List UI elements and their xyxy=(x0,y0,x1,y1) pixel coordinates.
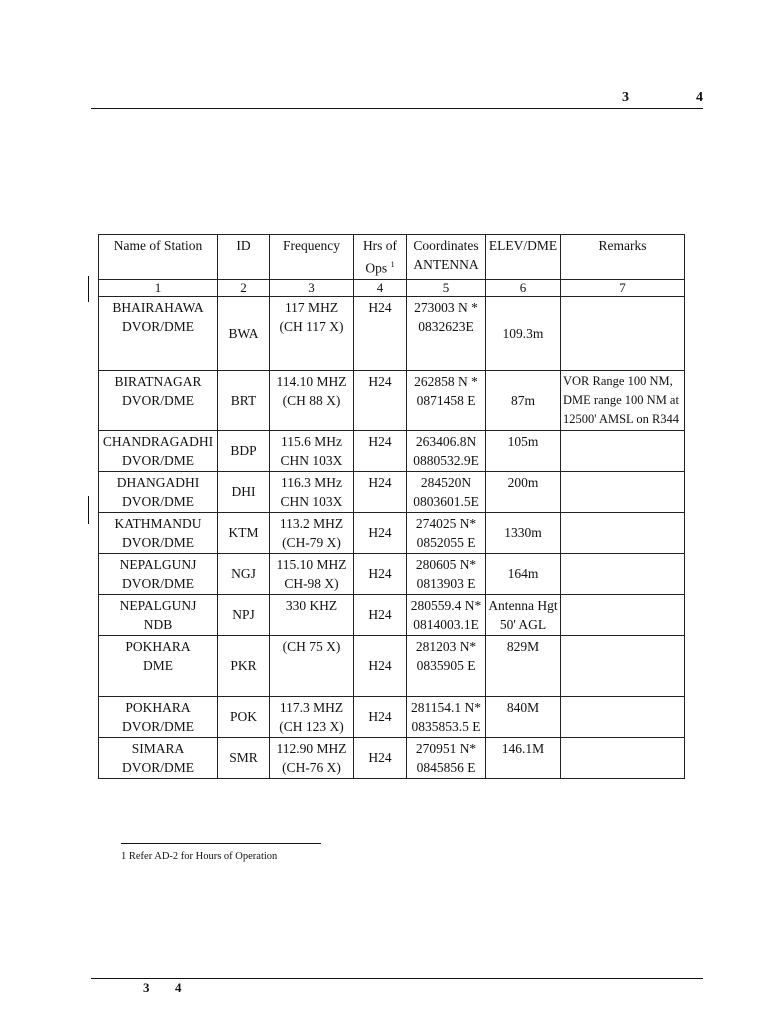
station-name-cell xyxy=(99,594,218,635)
hours-cell-line: H24 xyxy=(368,373,392,389)
table-row xyxy=(99,430,685,471)
station-name-cell-line: DVOR/DME xyxy=(121,318,194,334)
coordinates-cell-line: 262858 N * xyxy=(414,373,478,389)
elevation-cell xyxy=(486,553,561,594)
coordinates-cell xyxy=(407,696,486,737)
footer-page-num-left: 3 xyxy=(143,980,150,995)
frequency-cell xyxy=(270,635,354,696)
coordinates-cell-line: 281203 N* xyxy=(415,638,477,654)
station-id-cell-line: SMR xyxy=(229,750,258,765)
elevation-cell xyxy=(486,696,561,737)
footnote-rule xyxy=(121,843,321,844)
coordinates-cell-line: 0880532.9E xyxy=(413,452,479,468)
coordinates-cell xyxy=(407,594,486,635)
hours-cell-line: H24 xyxy=(368,433,392,449)
hours-cell xyxy=(354,471,407,512)
frequency-cell-line: 115.6 MHz xyxy=(281,433,342,449)
remarks-cell xyxy=(561,553,685,594)
frequency-cell-line: 116.3 MHz xyxy=(281,474,342,490)
elevation-cell-line: 840M xyxy=(506,699,540,715)
coordinates-cell-line: 0813903 E xyxy=(416,575,476,591)
col-number: 3 xyxy=(270,279,354,296)
header-id: ID xyxy=(218,235,270,280)
header-rule xyxy=(91,108,703,109)
station-name-cell-line: NEPALGUNJ xyxy=(119,597,197,613)
frequency-cell-line: CHN 103X xyxy=(280,452,343,468)
footer-rule xyxy=(91,978,703,979)
station-name-cell xyxy=(99,635,218,696)
footnote: 1 Refer AD-2 for Hours of Operation xyxy=(121,851,278,862)
station-id-cell-line: PKR xyxy=(230,658,257,673)
elevation-cell-line: 200m xyxy=(507,474,539,490)
coordinates-cell-line: 0814003.1E xyxy=(413,616,479,632)
station-id-cell xyxy=(218,553,270,594)
elevation-cell xyxy=(486,296,561,370)
table-row xyxy=(99,370,685,430)
navaid-table xyxy=(98,234,685,779)
frequency-cell xyxy=(270,696,354,737)
station-id-cell xyxy=(218,370,270,430)
elevation-cell-line: Antenna Hgt 50' AGL xyxy=(488,597,558,632)
remarks-cell xyxy=(561,430,685,471)
frequency-cell-line: 117 MHZ xyxy=(284,299,339,315)
hours-cell-line: H24 xyxy=(368,709,392,724)
frequency-cell-line: (CH 88 X) xyxy=(282,392,341,408)
hours-cell xyxy=(354,370,407,430)
frequency-cell xyxy=(270,296,354,370)
coordinates-cell xyxy=(407,737,486,778)
change-bar xyxy=(88,496,89,524)
station-name-cell-line: CHANDRAGADHI xyxy=(102,433,214,449)
hours-cell-line: H24 xyxy=(368,607,392,622)
coordinates-cell-line: 273003 N * xyxy=(414,299,478,315)
hours-cell xyxy=(354,296,407,370)
elevation-cell-line: 109.3m xyxy=(502,325,544,341)
station-name-cell-line: DVOR/DME xyxy=(121,534,194,550)
col-number: 1 xyxy=(99,279,218,296)
change-bar xyxy=(88,276,89,302)
station-name-cell-line: BHAIRAHAWA xyxy=(112,299,204,315)
elevation-cell xyxy=(486,737,561,778)
header-row xyxy=(99,235,685,280)
header-hrs-line2: Ops xyxy=(365,260,388,276)
station-id-cell xyxy=(218,696,270,737)
hours-cell xyxy=(354,594,407,635)
frequency-cell-line: CHN 103X xyxy=(280,493,343,509)
coordinates-cell-line: 0832623E xyxy=(418,318,474,334)
coordinates-cell xyxy=(407,296,486,370)
station-name-cell-line: DVOR/DME xyxy=(121,759,194,775)
header-remarks: Remarks xyxy=(561,235,685,280)
frequency-cell xyxy=(270,512,354,553)
hours-cell xyxy=(354,553,407,594)
station-name-cell xyxy=(99,296,218,370)
elevation-cell xyxy=(486,471,561,512)
station-id-cell xyxy=(218,512,270,553)
station-name-cell xyxy=(99,696,218,737)
station-name-cell xyxy=(99,430,218,471)
coordinates-cell-line: 281154.1 N* xyxy=(411,699,481,715)
station-id-cell-line: BRT xyxy=(230,392,257,408)
station-id-cell-line: NGJ xyxy=(231,566,256,581)
station-name-cell xyxy=(99,553,218,594)
frequency-cell-line: 113.2 MHZ xyxy=(279,515,344,531)
station-id-cell-line: POK xyxy=(229,709,257,724)
coordinates-cell-line: 0835853.5 E xyxy=(411,718,481,734)
coordinates-cell-line: 0803601.5E xyxy=(413,493,479,509)
table-row xyxy=(99,296,685,370)
station-name-cell xyxy=(99,370,218,430)
hours-cell xyxy=(354,512,407,553)
table-row xyxy=(99,553,685,594)
table-row xyxy=(99,635,685,696)
elevation-cell-line: 1330m xyxy=(504,525,542,540)
table-row xyxy=(99,696,685,737)
elevation-cell xyxy=(486,430,561,471)
footer-page-num-right: 4 xyxy=(175,980,182,995)
coordinates-cell-line: 0871458 E xyxy=(416,392,476,408)
station-id-cell-line: NPJ xyxy=(232,607,255,622)
col-number: 5 xyxy=(407,279,486,296)
frequency-cell-line: 114.10 MHZ xyxy=(276,373,347,389)
station-name-cell-line: DVOR/DME xyxy=(121,575,194,591)
station-id-cell xyxy=(218,635,270,696)
header-page-num-right: 4 xyxy=(696,90,703,105)
col-number: 6 xyxy=(486,279,561,296)
station-name-cell-line: POKHARA xyxy=(125,699,191,715)
station-name-cell-line: POKHARA xyxy=(125,638,191,654)
frequency-cell-line: (CH 123 X) xyxy=(279,718,344,734)
header-elev-dme: ELEV/DME xyxy=(486,235,561,280)
table-row xyxy=(99,737,685,778)
frequency-cell-line: 112.90 MHZ xyxy=(276,740,347,756)
remarks-cell xyxy=(561,635,685,696)
frequency-cell-line: (CH-79 X) xyxy=(282,534,341,550)
frequency-cell-line: (CH-76 X) xyxy=(282,759,341,775)
elevation-cell-line: 105m xyxy=(507,433,539,449)
station-id-cell-line: BDP xyxy=(230,443,257,458)
station-name-cell-line: DHANGADHI xyxy=(116,474,200,490)
coordinates-cell-line: 280559.4 N* xyxy=(410,597,482,613)
coordinates-cell xyxy=(407,430,486,471)
hours-cell-line: H24 xyxy=(368,525,392,540)
coordinates-cell-line: 0835905 E xyxy=(416,657,476,673)
header-hrs-line2-wrap xyxy=(356,255,404,278)
hours-cell-line: H24 xyxy=(368,474,392,490)
header-page-num-left: 3 xyxy=(622,90,629,105)
elevation-cell xyxy=(486,635,561,696)
coordinates-cell xyxy=(407,553,486,594)
footnote-ref: 1 xyxy=(390,260,395,269)
station-name-cell-line: DVOR/DME xyxy=(121,493,194,509)
coordinates-cell xyxy=(407,370,486,430)
hours-cell-line: H24 xyxy=(368,299,392,315)
station-name-cell-line: DVOR/DME xyxy=(121,452,194,468)
table-row xyxy=(99,594,685,635)
frequency-cell-line: (CH 75 X) xyxy=(282,638,341,654)
station-id-cell xyxy=(218,296,270,370)
header-coord-line1: Coordinates xyxy=(413,238,479,253)
column-number-row xyxy=(99,279,685,296)
header-hrs-of-ops xyxy=(354,235,407,280)
station-name-cell-line: BIRATNAGAR xyxy=(114,373,202,389)
station-name-cell-line: DME xyxy=(143,657,173,673)
elevation-cell-line: 164m xyxy=(507,566,539,581)
station-id-cell xyxy=(218,471,270,512)
coordinates-cell-line: 0852055 E xyxy=(416,534,476,550)
elevation-cell xyxy=(486,512,561,553)
hours-cell xyxy=(354,430,407,471)
station-id-cell xyxy=(218,594,270,635)
station-id-cell-line: DHI xyxy=(231,484,256,499)
frequency-cell xyxy=(270,737,354,778)
frequency-cell xyxy=(270,430,354,471)
station-name-cell xyxy=(99,737,218,778)
station-name-cell-line: SIMARA xyxy=(131,740,185,756)
remarks-cell xyxy=(561,370,685,430)
station-name-cell xyxy=(99,471,218,512)
remarks-cell-line: VOR Range 100 NM, DME range 100 NM at 12500' AMSL on R344 xyxy=(563,373,680,426)
frequency-cell xyxy=(270,370,354,430)
hours-cell xyxy=(354,635,407,696)
header-frequency: Frequency xyxy=(270,235,354,280)
hours-cell-line: H24 xyxy=(368,566,392,581)
elevation-cell xyxy=(486,594,561,635)
remarks-cell xyxy=(561,737,685,778)
coordinates-cell-line: 274025 N* xyxy=(415,515,477,531)
remarks-cell xyxy=(561,296,685,370)
coordinates-cell xyxy=(407,512,486,553)
frequency-cell xyxy=(270,553,354,594)
station-id-cell-line: KTM xyxy=(228,525,259,540)
station-name-cell-line: DVOR/DME xyxy=(121,718,194,734)
coordinates-cell xyxy=(407,635,486,696)
col-number: 4 xyxy=(354,279,407,296)
frequency-cell xyxy=(270,594,354,635)
coordinates-cell-line: 0845856 E xyxy=(416,759,476,775)
coordinates-cell xyxy=(407,471,486,512)
elevation-cell-line: 829M xyxy=(506,638,540,654)
remarks-cell xyxy=(561,594,685,635)
hours-cell xyxy=(354,696,407,737)
header-hrs-line1: Hrs of xyxy=(362,238,398,253)
header-coord-line2: ANTENNA xyxy=(413,257,479,272)
station-name-cell xyxy=(99,512,218,553)
coordinates-cell-line: 263406.8N xyxy=(415,433,477,449)
coordinates-cell-line: 270951 N* xyxy=(415,740,477,756)
table-row xyxy=(99,471,685,512)
coordinates-cell-line: 284520N xyxy=(420,474,472,490)
col-number: 2 xyxy=(218,279,270,296)
frequency-cell-line: (CH 117 X) xyxy=(279,318,344,334)
frequency-cell-line: 330 KHZ xyxy=(285,597,338,613)
remarks-cell xyxy=(561,512,685,553)
frequency-cell-line: 115.10 MHZ xyxy=(276,556,347,572)
elevation-cell-line: 146.1M xyxy=(501,740,545,756)
station-name-cell-line: KATHMANDU xyxy=(114,515,202,531)
station-name-cell-line: NDB xyxy=(143,616,173,632)
table-row xyxy=(99,512,685,553)
station-id-cell-line: BWA xyxy=(228,325,259,341)
hours-cell xyxy=(354,737,407,778)
hours-cell-line: H24 xyxy=(368,658,392,673)
col-number: 7 xyxy=(561,279,685,296)
frequency-cell-line: CH-98 X) xyxy=(284,575,339,591)
station-name-cell-line: DVOR/DME xyxy=(121,392,194,408)
elevation-cell-line: 87m xyxy=(510,392,535,408)
remarks-cell xyxy=(561,471,685,512)
frequency-cell xyxy=(270,471,354,512)
remarks-cell xyxy=(561,696,685,737)
station-id-cell xyxy=(218,737,270,778)
header-name-of-station: Name of Station xyxy=(99,235,218,280)
elevation-cell xyxy=(486,370,561,430)
station-name-cell-line: NEPALGUNJ xyxy=(119,556,197,572)
frequency-cell-line: 117.3 MHZ xyxy=(279,699,344,715)
station-id-cell xyxy=(218,430,270,471)
coordinates-cell-line: 280605 N* xyxy=(415,556,477,572)
hours-cell-line: H24 xyxy=(368,750,392,765)
header-coordinates xyxy=(407,235,486,280)
